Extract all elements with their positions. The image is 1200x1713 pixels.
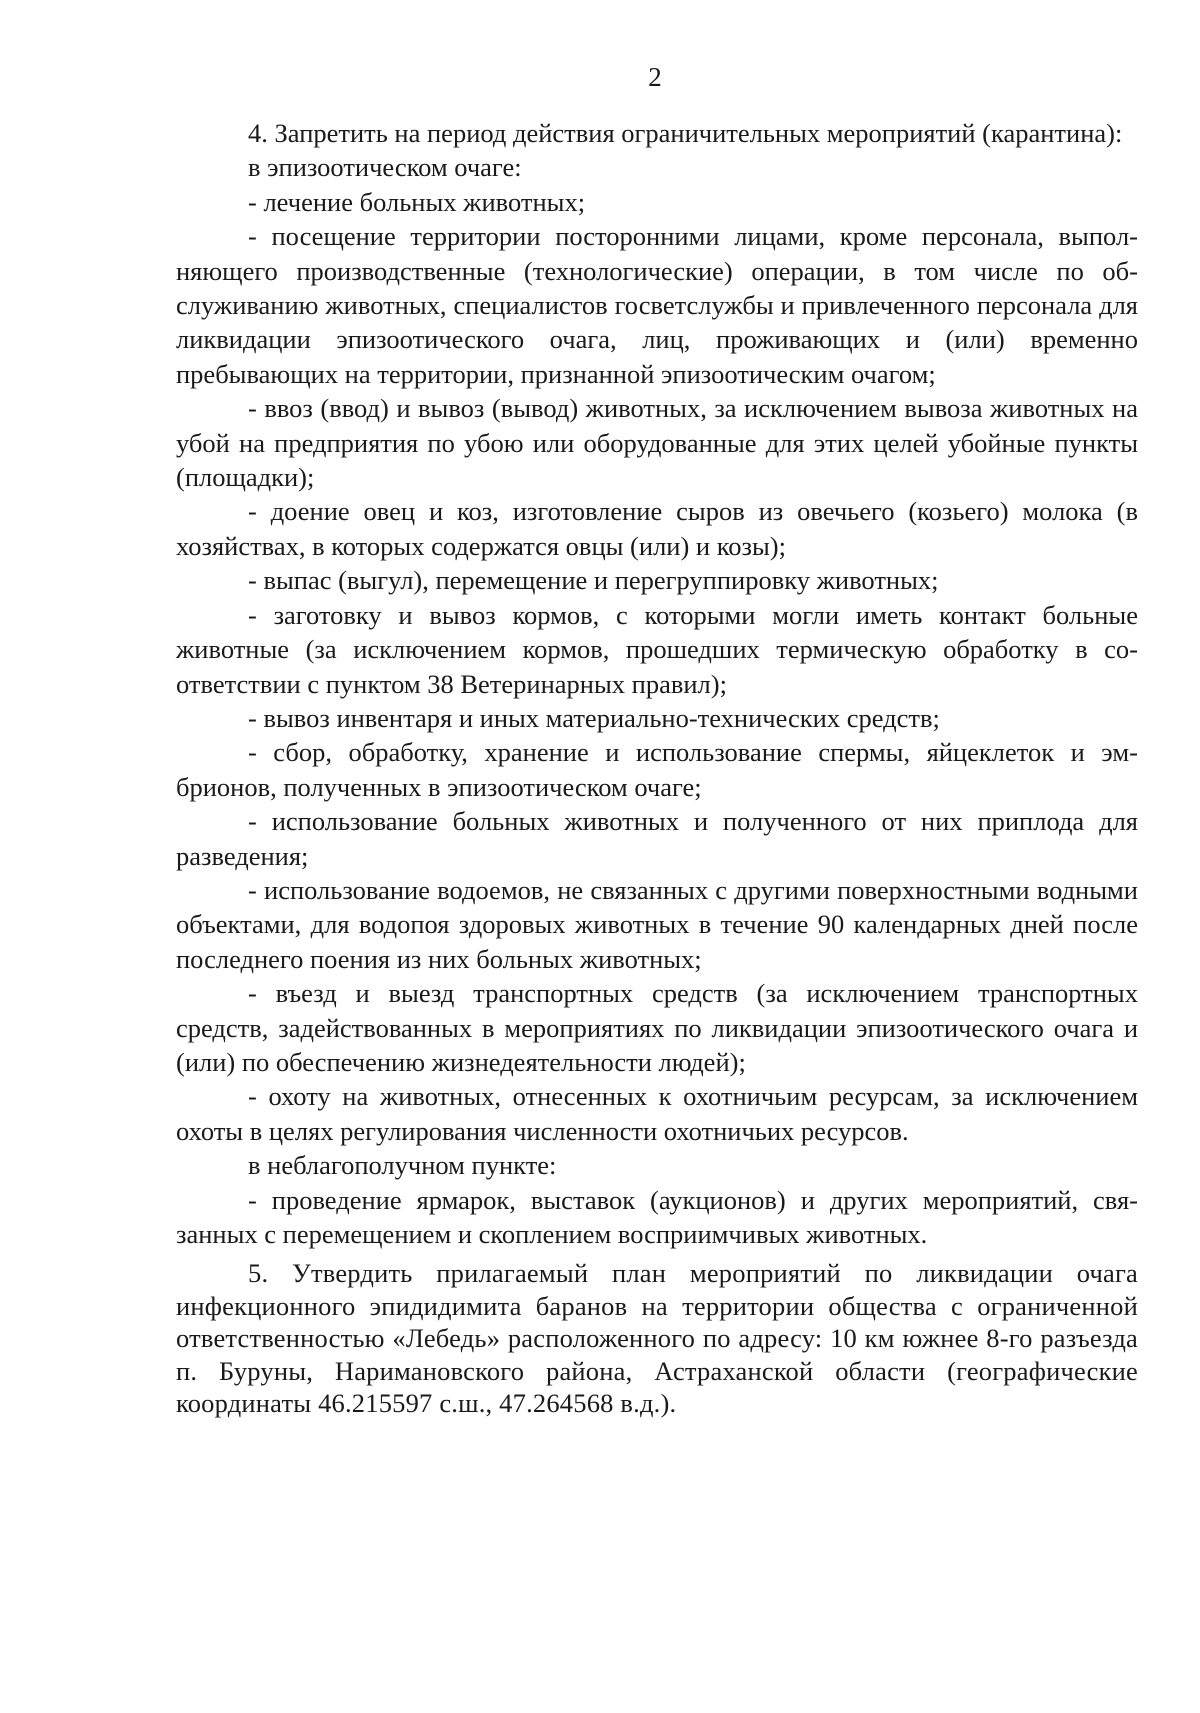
paragraph-restriction-treatment: - лечение больных животных; bbox=[248, 186, 586, 217]
paragraph-restriction-fairs: - проведение ярмарок, выставок (аукционов) и других мероприятий, связанных с перемещением и скоплением восприимчивых животных. bbox=[176, 1184, 1138, 1249]
paragraph-restriction-sperm-embryos: - сбор, обработку, хранение и использование спермы, яйцеклеток и эмбрионов, полученных в эпизоотическом очаге; bbox=[176, 737, 1138, 802]
paragraph-restriction-vehicles: - въезд и выезд транспортных средств (за исключением транспортных средств, задействованных в мероприятиях по ликвидации эпизоотического очага и (или) по обеспечению жизнедеятельности людей); bbox=[176, 978, 1138, 1077]
paragraph-restriction-breeding: - использование больных животных и полученного от них приплода для разведения; bbox=[176, 806, 1138, 871]
document-body bbox=[176, 116, 1138, 1420]
paragraph-subheading-episootic-focus: в эпизоотическом очаге: bbox=[248, 152, 522, 183]
page-number: 2 bbox=[648, 62, 662, 92]
paragraph-restriction-grazing: - выпас (выгул), перемещение и перегруппировку животных; bbox=[248, 565, 939, 596]
paragraph-restriction-hunting: - охоту на животных, отнесенных к охотничьим ресурсам, за исключением охоты в целях регулирования численности охотничьих ресурсов. bbox=[176, 1081, 1138, 1146]
paragraph-restriction-visits: - посещение территории посторонними лицами, кроме персонала, выполняющего производственные (технологические) операции, в том числе по обслуживанию животных, специалистов госветслужбы и привлеченного персонала для ликвидации эпизоотического очага, лиц, проживающих и (или) временно пребывающих на территории, признанной эпизоотическим очагом; bbox=[176, 221, 1138, 389]
paragraph-item-4-heading: 4. Запретить на период действия ограничительных мероприятий (карантина): bbox=[248, 118, 1123, 148]
paragraph-restriction-milking: - доение овец и коз, изготовление сыров из овечьего (козьего) молока (в хозяйствах, в которых содержатся овцы (или) и козы); bbox=[176, 496, 1138, 561]
paragraph-restriction-import-export: - ввоз (ввод) и вывоз (вывод) животных, за исключением вывоза животных на убой на предприятия по убою или оборудованные для этих целей убойные пункты (площадки); bbox=[176, 393, 1138, 493]
paragraph-restriction-water-bodies: - использование водоемов, не связанных с другими поверхностными водными объектами, для водопоя здоровых животных в течение 90 календарных дней после последнего поения из них больных животных; bbox=[176, 874, 1138, 974]
paragraph-restriction-inventory: - вывоз инвентаря и иных материально-технических средств; bbox=[248, 702, 940, 733]
paragraph-restriction-feed: - заготовку и вывоз кормов, с которыми могли иметь контакт больные животные (за исключением кормов, прошедших термическую обработку в соответствии с пунктом 38 Ветеринарных правил); bbox=[176, 599, 1138, 699]
paragraph-subheading-unfavorable-point: в неблагополучном пункте: bbox=[248, 1150, 557, 1181]
paragraph-item-5-plan: 5. Утвердить прилагаемый план мероприятий по ликвидации очага инфекционного эпидидимита баранов на территории общества с ограниченной ответственностью «Лебедь» расположенного по адресу: 10 км южнее 8-го разъезда п. Буруны, Наримановского района, Астраханской области (географические координаты 46.215597 с.ш., 47.264568 в.д.). bbox=[176, 1258, 1138, 1419]
